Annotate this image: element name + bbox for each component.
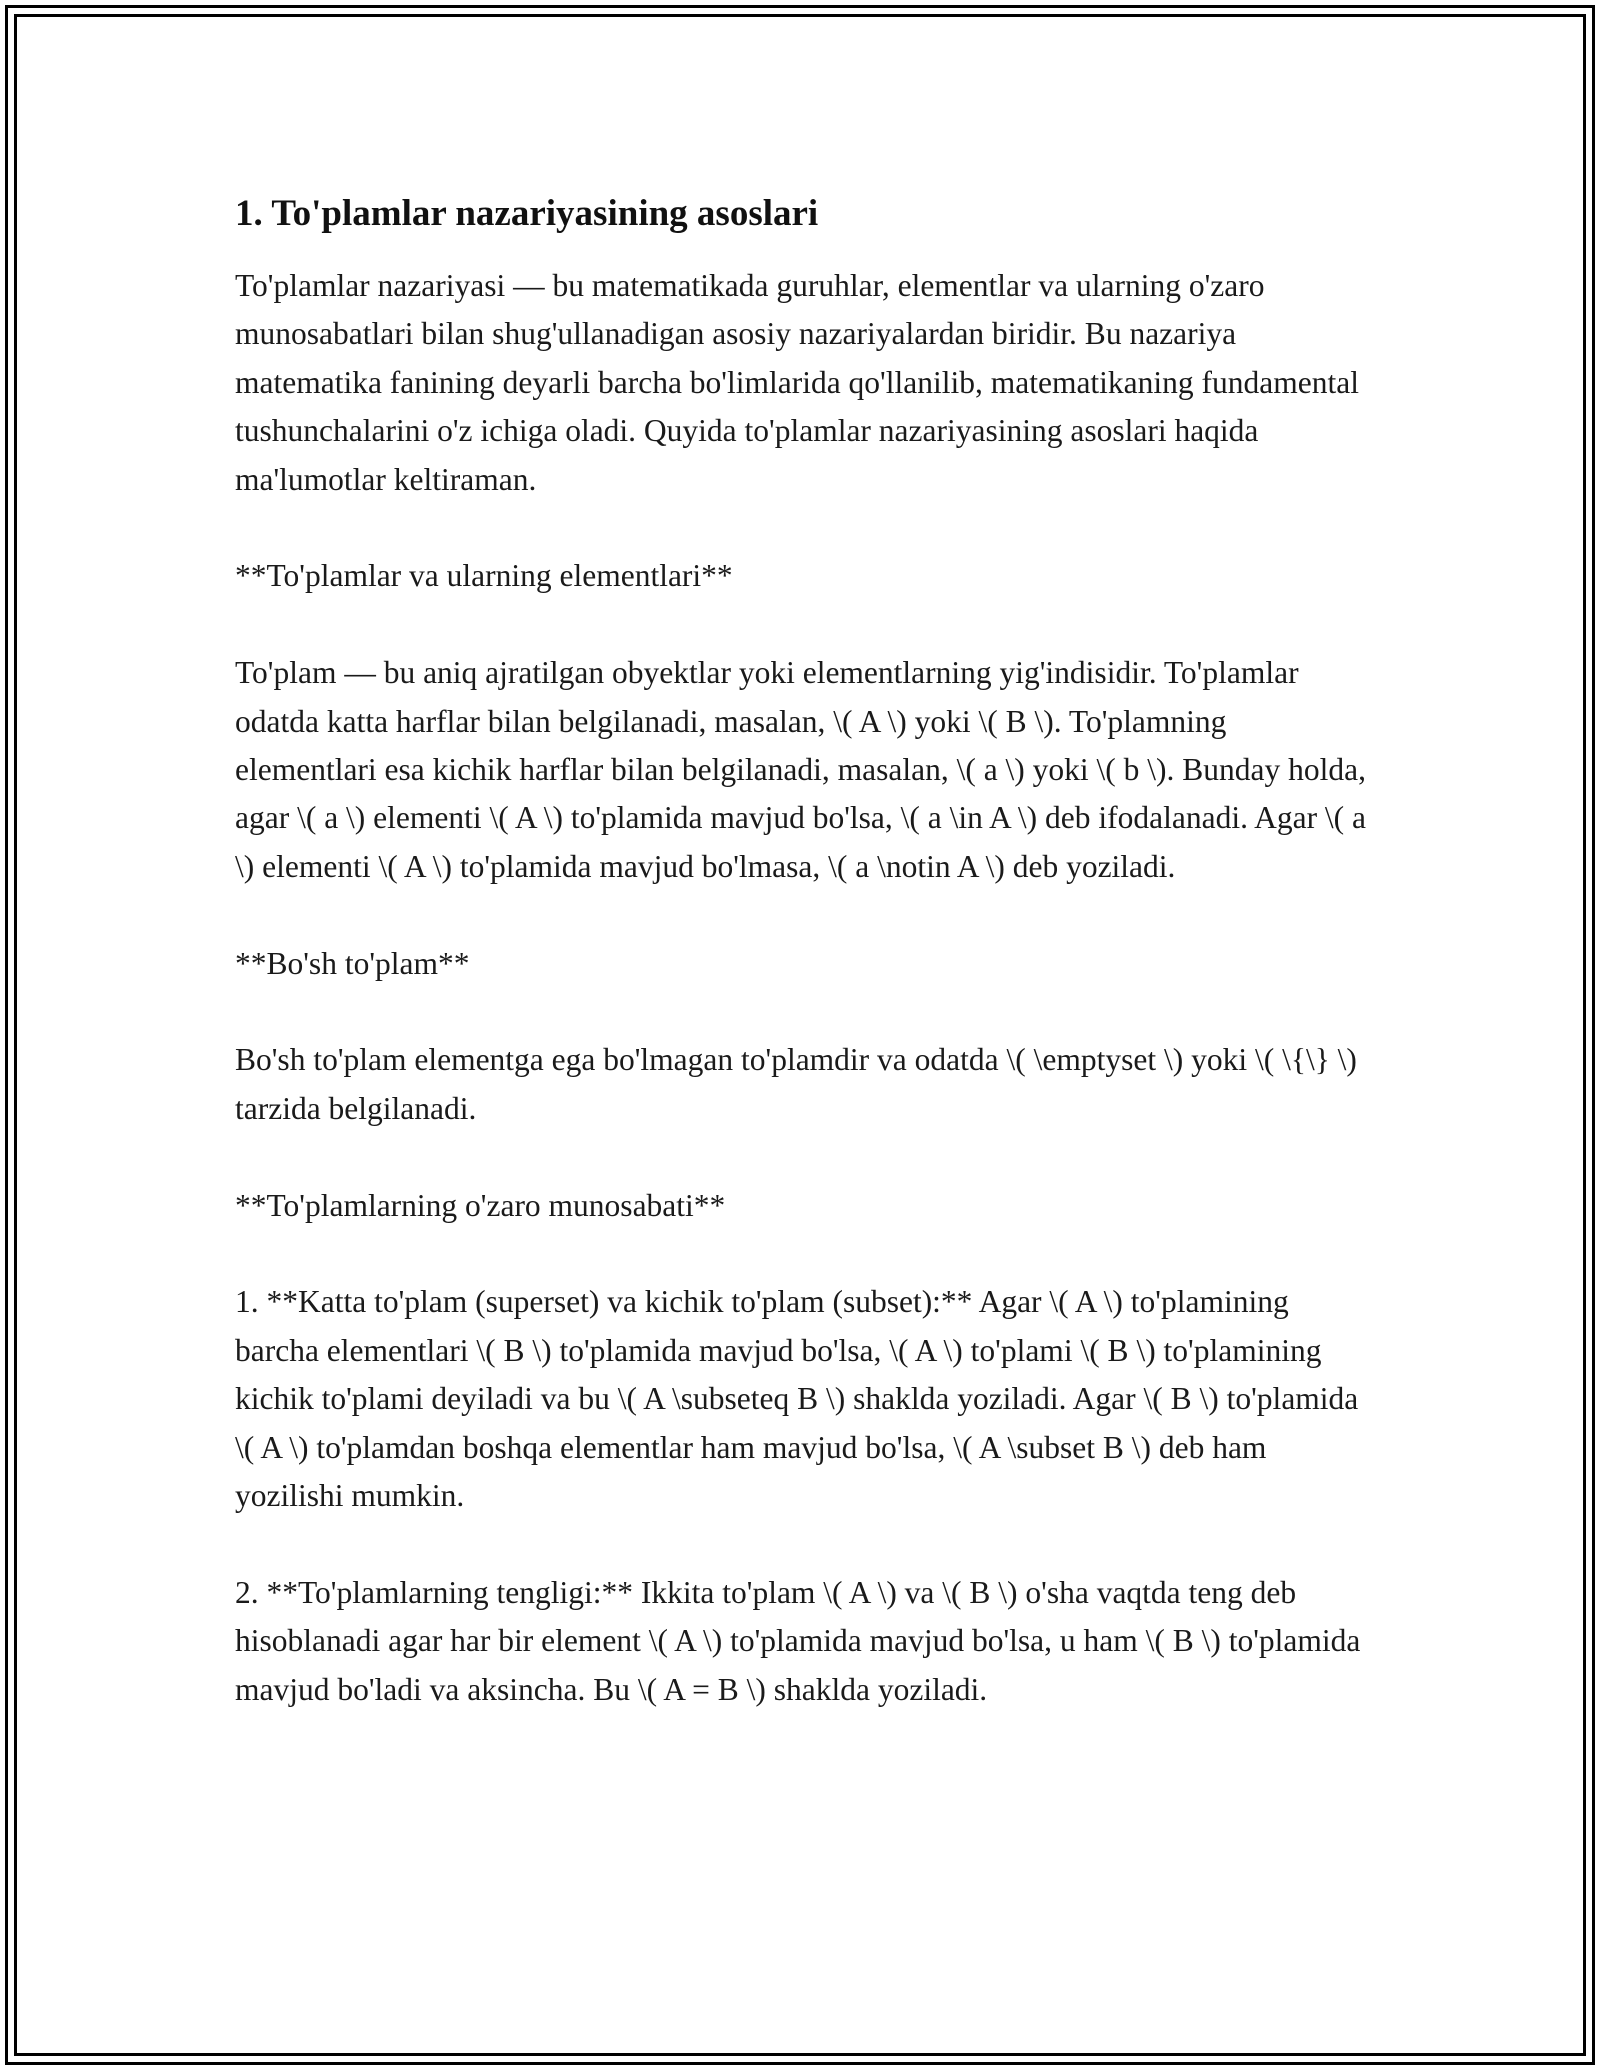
intro-paragraph: To'plamlar nazariyasi — bu matematikada guruhlar, elementlar va ularning o'zaro munosabatlari bilan shug'ullanadigan asosiy nazariyalardan biridir. Bu nazariya matematika fanining deyarli barcha bo'limlarida qo'llanilib, matematikaning fundamental tushunchalarini o'z ichiga oladi. Quyida to'plamlar nazariyasining asoslari haqida ma'lumotlar keltiraman. <box>235 268 1359 497</box>
subset-paragraph: 1. **Katta to'plam (superset) va kichik to'plam (subset):** Agar \( A \) to'plamining barcha elementlari \( B \) to'plamida mavjud bo'lsa, \( A \) to'plami \( B \) to'plamining kichik to'plami deyiladi va bu \( A \subseteq B \) shaklda yoziladi. Agar \( B \) to'plamida \( A \) to'plamdan boshqa elementlar ham mavjud bo'lsa, \( A \subset B \) deb ham yozilishi mumkin. <box>235 1284 1359 1514</box>
subheading-set-relations: **To'plamlarning o'zaro munosabati** <box>235 1187 726 1223</box>
section-title: 1. To'plamlar nazariyasining asoslari <box>235 193 819 234</box>
subheading-sets-elements: **To'plamlar va ularning elementlari** <box>235 558 733 594</box>
document-body <box>235 188 1370 1762</box>
empty-set-paragraph: Bo'sh to'plam elementga ega bo'lmagan to'plamdir va odatda \( \emptyset \) yoki \( \{\} \) tarzida belgilanadi. <box>235 1042 1357 1126</box>
subheading-empty-set: **Bo'sh to'plam** <box>235 945 470 981</box>
set-equality-paragraph: 2. **To'plamlarning tengligi:** Ikkita to'plam \( A \) va \( B \) o'sha vaqtda teng deb hisoblanadi agar har bir element \( A \) to'plamida mavjud bo'lsa, u ham \( B \) to'plamida mavjud bo'ladi va aksincha. Bu \( A = B \) shaklda yoziladi. <box>235 1574 1361 1707</box>
sets-elements-paragraph: To'plam — bu aniq ajratilgan obyektlar yoki elementlarning yig'indisidir. To'plamlar odatda katta harflar bilan belgilanadi, masalan, \( A \) yoki \( B \). To'plamning elementlari esa kichik harflar bilan belgilanadi, masalan, \( a \) yoki \( b \). Bunday holda, agar \( a \) elementi \( A \) to'plamida mavjud bo'lsa, \( a \in A \) deb ifodalanadi. Agar \( a \) elementi \( A \) to'plamida mavjud bo'lmasa, \( a \notin A \) deb yoziladi. <box>235 655 1367 884</box>
